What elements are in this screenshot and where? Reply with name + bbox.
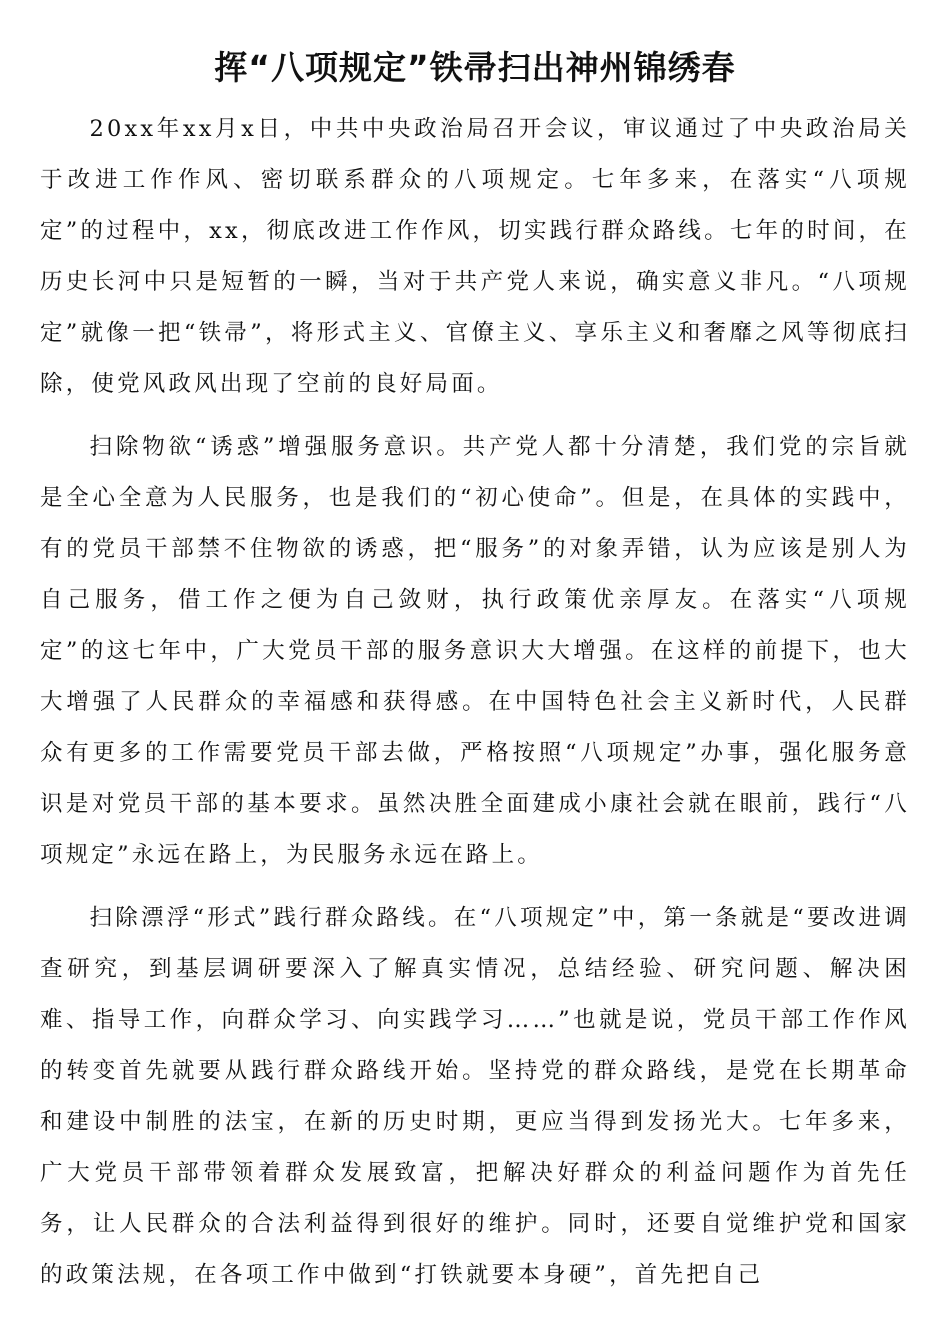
paragraph-service-awareness: 扫除物欲“诱惑”增强服务意识。共产党人都十分清楚，我们党的宗旨就是全心全意为人民服务，也是我们的“初心使命”。但是，在具体的实践中，有的党员干部禁不住物欲的诱惑，把“服务”的对象弄错，认为应该是别人为自己服务，借工作之便为自己敛财，执行政策优亲厚友。在落实“八项规定”的这七年中，广大党员干部的服务意识大大增强。在这样的前提下，也大大增强了人民群众的幸福感和获得感。在中国特色社会主义新时代，人民群众有更多的工作需要党员干部去做，严格按照“八项规定”办事，强化服务意识是对党员干部的基本要求。虽然决胜全面建成小康社会就在眼前，践行“八项规定”永远在路上，为民服务永远在路上。: [40, 434, 910, 868]
document-title: 挥“八项规定”铁帚扫出神州锦绣春: [214, 48, 736, 87]
paragraph-mass-line: 扫除漂浮“形式”践行群众路线。在“八项规定”中，第一条就是“要改进调查研究，到基层调研要深入了解真实情况，总结经验、研究问题、解决困难、指导工作，向群众学习、向实践学习……”也就是说，党员干部工作作风的转变首先就要从践行群众路线开始。坚持党的群众路线，是党在长期革命和建设中制胜的法宝，在新的历史时期，更应当得到发扬光大。七年多来，广大党员干部带领着群众发展致富，把解决好群众的利益问题作为首先任务，让人民群众的合法利益得到很好的维护。同时，还要自觉维护党和国家的政策法规，在各项工作中做到“打铁就要本身硬”，首先把自己: [40, 905, 910, 1288]
paragraph-intro: 20xx年xx月x日，中共中央政治局召开会议，审议通过了中央政治局关于改进工作作风、密切联系群众的八项规定。七年多来，在落实“八项规定”的过程中，xx，彻底改进工作作风，切实践行群众路线。七年的时间，在历史长河中只是短暂的一瞬，当对于共产党人来说，确实意义非凡。“八项规定”就像一把“铁帚”，将形式主义、官僚主义、享乐主义和奢靡之风等彻底扫除，使党风政风出现了空前的良好局面。: [40, 116, 910, 397]
document-body: [40, 104, 910, 1313]
